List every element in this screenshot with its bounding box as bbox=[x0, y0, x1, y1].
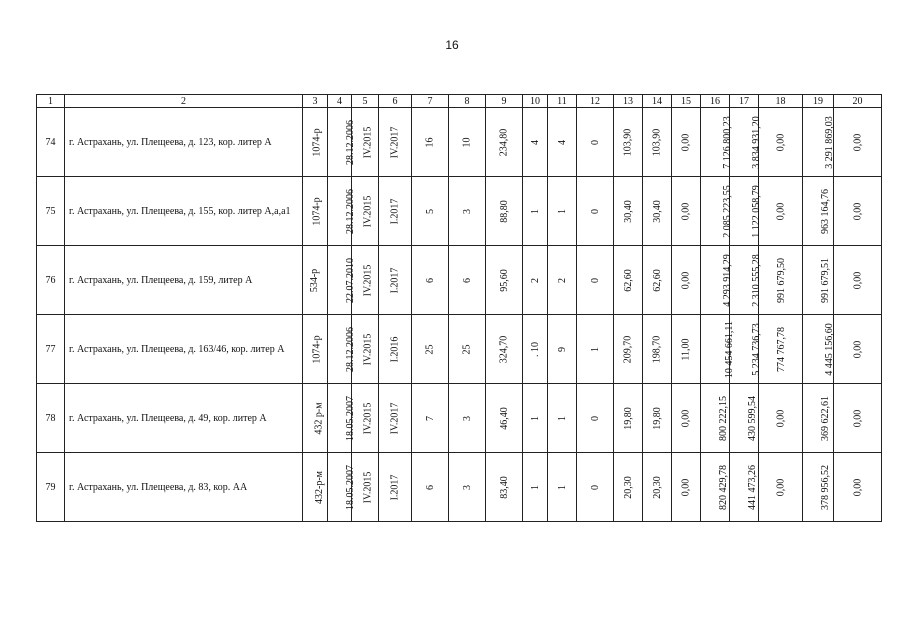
cell-value: 6 bbox=[461, 277, 473, 283]
cell-col-12 bbox=[577, 177, 614, 246]
cell-value: 3 bbox=[461, 415, 473, 421]
cell-value: 4 293 914,29 bbox=[721, 253, 733, 307]
cell-value: 9 bbox=[556, 346, 568, 352]
cell-value: 991 679,51 bbox=[820, 257, 831, 303]
cell-value: 0,00 bbox=[775, 202, 786, 220]
cell-value: 0,00 bbox=[680, 478, 692, 496]
cell-value: 46,40 bbox=[498, 406, 510, 430]
cell-value: 0,00 bbox=[680, 133, 692, 151]
cell-col-12 bbox=[577, 315, 614, 384]
cell-col-9 bbox=[486, 108, 523, 177]
row-number: 78 bbox=[37, 384, 65, 453]
cell-col-6 bbox=[379, 108, 412, 177]
cell-value: 324,70 bbox=[498, 335, 510, 363]
cell-col-15 bbox=[672, 315, 701, 384]
cell-value: 95,60 bbox=[498, 268, 510, 292]
cell-col-11 bbox=[548, 177, 577, 246]
cell-value: IV.2015 bbox=[362, 264, 374, 296]
cell-col-6 bbox=[379, 315, 412, 384]
header-cell-2: 2 bbox=[65, 95, 303, 108]
table-row bbox=[37, 384, 882, 453]
cell-col-11 bbox=[548, 384, 577, 453]
cell-col-7 bbox=[412, 384, 449, 453]
cell-value: 0 bbox=[589, 139, 601, 145]
cell-col-17 bbox=[730, 108, 762, 177]
cell-col-3 bbox=[303, 246, 328, 315]
cell-value: 198,70 bbox=[651, 335, 663, 363]
cell-col-12 bbox=[577, 246, 614, 315]
cell-col-9 bbox=[486, 246, 523, 315]
cell-value: 2 bbox=[529, 277, 541, 283]
cell-col-10 bbox=[523, 177, 548, 246]
cell-col-12 bbox=[577, 453, 614, 522]
cell-value: 7 bbox=[424, 415, 436, 421]
cell-value: 209,70 bbox=[622, 335, 634, 363]
cell-value: IV.2015 bbox=[362, 195, 374, 227]
address-cell: г. Астрахань, ул. Плещеева, д. 83, кор. АА bbox=[65, 453, 303, 522]
cell-col-4 bbox=[328, 177, 356, 246]
header-cell-14: 14 bbox=[643, 95, 672, 108]
cell-value: 0 bbox=[589, 208, 601, 214]
cell-value: 432-р-м bbox=[314, 470, 325, 504]
cell-value: 25 bbox=[424, 344, 436, 354]
cell-value: 432 р-м bbox=[313, 401, 325, 435]
cell-col-6 bbox=[379, 453, 412, 522]
cell-col-15 bbox=[672, 453, 701, 522]
header-cell-10: 10 bbox=[523, 95, 548, 108]
cell-col-11 bbox=[548, 453, 577, 522]
cell-col-18 bbox=[759, 177, 803, 246]
cell-col-19 bbox=[803, 108, 834, 177]
cell-col-19 bbox=[803, 246, 834, 315]
cell-value: 963 164,76 bbox=[820, 188, 831, 234]
cell-col-9 bbox=[486, 453, 523, 522]
cell-col-8 bbox=[449, 453, 486, 522]
cell-col-10 bbox=[523, 384, 548, 453]
cell-col-13 bbox=[614, 453, 643, 522]
cell-value: 1 122 058,79 bbox=[750, 184, 762, 238]
page-number: 16 bbox=[445, 38, 459, 52]
cell-value: 0,00 bbox=[852, 340, 863, 358]
cell-col-4 bbox=[328, 384, 356, 453]
cell-col-13 bbox=[614, 315, 643, 384]
cell-col-7 bbox=[412, 246, 449, 315]
cell-col-14 bbox=[643, 108, 672, 177]
cell-col-16 bbox=[701, 177, 733, 246]
cell-value: 30,40 bbox=[622, 199, 634, 223]
cell-col-9 bbox=[486, 177, 523, 246]
cell-value: 991 679,50 bbox=[776, 257, 787, 303]
cell-value: 88,80 bbox=[498, 199, 510, 223]
cell-value: 0 bbox=[589, 415, 601, 421]
cell-value: 3 bbox=[461, 484, 473, 490]
cell-col-8 bbox=[449, 315, 486, 384]
table-row bbox=[37, 453, 882, 522]
cell-col-16 bbox=[701, 384, 730, 453]
cell-value: 2 bbox=[556, 277, 568, 283]
cell-value: 62,60 bbox=[651, 268, 663, 292]
cell-value: 800 222,15 bbox=[718, 395, 729, 441]
cell-value: 441 473,26 bbox=[747, 464, 758, 510]
cell-value: IV.2015 bbox=[362, 471, 374, 503]
cell-col-15 bbox=[672, 384, 701, 453]
address-cell: г. Астрахань, ул. Плещеева, д. 123, кор. литер А bbox=[65, 108, 303, 177]
cell-col-10 bbox=[523, 315, 548, 384]
cell-value: 6 bbox=[424, 484, 436, 490]
table-row bbox=[37, 108, 882, 177]
cell-value: 1074-р bbox=[311, 196, 323, 226]
cell-value: 1 bbox=[529, 484, 541, 490]
cell-value: I.2017 bbox=[389, 474, 401, 500]
cell-value: 10 454 661,11 bbox=[724, 320, 736, 378]
cell-value: I.2017 bbox=[389, 267, 401, 293]
cell-value: 0,00 bbox=[852, 478, 863, 496]
cell-value: . 10 bbox=[529, 341, 541, 357]
header-cell-15: 15 bbox=[672, 95, 701, 108]
cell-value: 4 bbox=[529, 139, 541, 145]
address-cell: г. Астрахань, ул. Плещеева, д. 155, кор. литер А,а,а1 bbox=[65, 177, 303, 246]
cell-col-8 bbox=[449, 177, 486, 246]
cell-value: 62,60 bbox=[622, 268, 634, 292]
cell-value: 18.05.2007 bbox=[345, 395, 356, 441]
cell-col-14 bbox=[643, 315, 672, 384]
cell-value: 534-р bbox=[309, 268, 321, 292]
cell-col-15 bbox=[672, 177, 701, 246]
cell-col-4 bbox=[328, 453, 356, 522]
cell-value: 0,00 bbox=[680, 271, 692, 289]
address-cell: г. Астрахань, ул. Плещеева, д. 49, кор. литер А bbox=[65, 384, 303, 453]
cell-value: 19,80 bbox=[622, 406, 634, 430]
cell-col-19 bbox=[803, 453, 834, 522]
cell-value: 4 bbox=[556, 139, 568, 145]
cell-value: 10 bbox=[461, 137, 473, 147]
cell-value: 18.05.2007 bbox=[345, 464, 356, 510]
cell-value: 1074-р bbox=[311, 127, 323, 157]
cell-col-15 bbox=[672, 246, 701, 315]
cell-value: 6 bbox=[424, 277, 436, 283]
cell-col-14 bbox=[643, 177, 672, 246]
cell-col-14 bbox=[643, 246, 672, 315]
cell-col-20 bbox=[834, 246, 882, 315]
cell-col-8 bbox=[449, 108, 486, 177]
cell-col-13 bbox=[614, 384, 643, 453]
cell-col-3 bbox=[303, 315, 328, 384]
cell-col-17 bbox=[730, 177, 762, 246]
header-cell-7: 7 bbox=[412, 95, 449, 108]
cell-col-16 bbox=[701, 246, 733, 315]
cell-col-14 bbox=[643, 453, 672, 522]
cell-value: 19,80 bbox=[651, 406, 663, 430]
cell-col-4 bbox=[328, 246, 356, 315]
cell-col-7 bbox=[412, 108, 449, 177]
cell-value: IV.2017 bbox=[389, 126, 401, 158]
cell-value: 820 429,78 bbox=[718, 464, 729, 510]
header-cell-17: 17 bbox=[730, 95, 759, 108]
cell-col-9 bbox=[486, 384, 523, 453]
row-number: 75 bbox=[37, 177, 65, 246]
header-cell-6: 6 bbox=[379, 95, 412, 108]
cell-col-20 bbox=[834, 315, 882, 384]
cell-col-19 bbox=[803, 177, 834, 246]
cell-value: 1 bbox=[529, 208, 541, 214]
cell-value: 1 bbox=[529, 415, 541, 421]
cell-value: 3 834 931,20 bbox=[750, 115, 762, 169]
cell-col-13 bbox=[614, 246, 643, 315]
cell-value: 103,90 bbox=[622, 128, 634, 156]
cell-col-17 bbox=[730, 246, 762, 315]
cell-value: 5 bbox=[424, 208, 436, 214]
header-row bbox=[37, 95, 882, 108]
cell-value: 3 bbox=[461, 208, 473, 214]
cell-value: 30,40 bbox=[651, 199, 663, 223]
table-row bbox=[37, 315, 882, 384]
cell-col-3 bbox=[303, 108, 328, 177]
cell-value: 7 126 800,23 bbox=[721, 115, 733, 169]
cell-col-18 bbox=[759, 315, 803, 384]
cell-value: 4 445 156,60 bbox=[823, 322, 835, 376]
cell-value: 0 bbox=[589, 277, 601, 283]
row-number: 77 bbox=[37, 315, 65, 384]
address-cell: г. Астрахань, ул. Плещеева, д. 159, литер А bbox=[65, 246, 303, 315]
header-cell-13: 13 bbox=[614, 95, 643, 108]
cell-col-11 bbox=[548, 315, 577, 384]
cell-value: 11,00 bbox=[680, 337, 692, 361]
cell-col-7 bbox=[412, 315, 449, 384]
cell-value: IV.2015 bbox=[362, 126, 374, 158]
cell-col-6 bbox=[379, 246, 412, 315]
cell-value: 1 bbox=[556, 208, 568, 214]
cell-value: 16 bbox=[424, 137, 436, 147]
cell-value: 3 291 869,03 bbox=[823, 115, 835, 169]
address-cell: г. Астрахань, ул. Плещеева, д. 163/46, кор. литер А bbox=[65, 315, 303, 384]
table-row bbox=[37, 177, 882, 246]
cell-value: 2 085 223,55 bbox=[721, 184, 733, 238]
header-cell-18: 18 bbox=[759, 95, 803, 108]
cell-value: 0,00 bbox=[852, 202, 863, 220]
header-cell-16: 16 bbox=[701, 95, 730, 108]
header-cell-5: 5 bbox=[352, 95, 379, 108]
header-cell-1: 1 bbox=[37, 95, 65, 108]
cell-col-7 bbox=[412, 453, 449, 522]
cell-col-11 bbox=[548, 246, 577, 315]
cell-value: 0,00 bbox=[852, 409, 863, 427]
cell-col-15 bbox=[672, 108, 701, 177]
cell-value: 22.07.2010 bbox=[345, 257, 356, 303]
cell-col-7 bbox=[412, 177, 449, 246]
cell-col-8 bbox=[449, 384, 486, 453]
cell-col-19 bbox=[803, 315, 834, 384]
cell-value: 1 bbox=[556, 484, 568, 490]
cell-value: 0,00 bbox=[680, 409, 692, 427]
cell-col-4 bbox=[328, 315, 356, 384]
cell-col-20 bbox=[834, 108, 882, 177]
cell-col-16 bbox=[701, 453, 730, 522]
header-cell-12: 12 bbox=[577, 95, 614, 108]
cell-col-11 bbox=[548, 108, 577, 177]
cell-col-17 bbox=[730, 384, 759, 453]
cell-value: 1 bbox=[589, 346, 601, 352]
cell-value: 0 bbox=[589, 484, 601, 490]
cell-value: 0,00 bbox=[775, 409, 786, 427]
register-table bbox=[36, 94, 882, 522]
cell-value: I.2016 bbox=[389, 336, 401, 362]
cell-value: 0,00 bbox=[775, 133, 786, 151]
header-cell-11: 11 bbox=[548, 95, 577, 108]
cell-value: 20,30 bbox=[651, 475, 663, 499]
cell-value: I.2017 bbox=[389, 198, 401, 224]
row-number: 76 bbox=[37, 246, 65, 315]
cell-col-3 bbox=[303, 384, 328, 453]
header-cell-4: 4 bbox=[328, 95, 352, 108]
header-cell-9: 9 bbox=[486, 95, 523, 108]
cell-value: 1074-р bbox=[311, 334, 323, 364]
cell-value: IV.2015 bbox=[362, 402, 374, 434]
cell-value: 234,80 bbox=[498, 128, 510, 156]
cell-col-9 bbox=[486, 315, 523, 384]
cell-value: 774 767,78 bbox=[776, 326, 787, 372]
cell-col-14 bbox=[643, 384, 672, 453]
cell-col-18 bbox=[759, 246, 803, 315]
cell-value: 103,90 bbox=[651, 128, 663, 156]
cell-col-20 bbox=[834, 177, 882, 246]
cell-col-6 bbox=[379, 177, 412, 246]
cell-value: 5 234 736,73 bbox=[750, 322, 762, 376]
cell-value: 0,00 bbox=[852, 133, 863, 151]
cell-value: 369 622,61 bbox=[820, 395, 831, 441]
table-row bbox=[37, 246, 882, 315]
cell-value: 0,00 bbox=[852, 271, 863, 289]
row-number: 79 bbox=[37, 453, 65, 522]
header-cell-8: 8 bbox=[449, 95, 486, 108]
header-cell-19: 19 bbox=[803, 95, 834, 108]
cell-col-4 bbox=[328, 108, 356, 177]
cell-col-13 bbox=[614, 177, 643, 246]
cell-col-12 bbox=[577, 384, 614, 453]
cell-value: 430 599,54 bbox=[747, 395, 758, 441]
cell-col-3 bbox=[303, 177, 328, 246]
cell-value: 28.12.2006 bbox=[345, 326, 356, 372]
cell-col-18 bbox=[759, 453, 803, 522]
cell-value: 0,00 bbox=[775, 478, 786, 496]
cell-col-8 bbox=[449, 246, 486, 315]
cell-col-19 bbox=[803, 384, 834, 453]
cell-col-18 bbox=[759, 384, 803, 453]
cell-col-20 bbox=[834, 384, 882, 453]
cell-value: IV.2017 bbox=[389, 402, 401, 434]
cell-col-3 bbox=[303, 453, 328, 522]
cell-value: 0,00 bbox=[680, 202, 692, 220]
cell-col-20 bbox=[834, 453, 882, 522]
cell-value: 378 956,52 bbox=[820, 464, 831, 510]
cell-col-16 bbox=[701, 108, 733, 177]
header-cell-20: 20 bbox=[834, 95, 882, 108]
cell-col-17 bbox=[730, 453, 759, 522]
cell-value: 25 bbox=[461, 344, 473, 354]
cell-col-10 bbox=[523, 246, 548, 315]
cell-value: 1 bbox=[556, 415, 568, 421]
cell-col-13 bbox=[614, 108, 643, 177]
row-number: 74 bbox=[37, 108, 65, 177]
cell-col-10 bbox=[523, 108, 548, 177]
cell-col-10 bbox=[523, 453, 548, 522]
cell-value: 83,40 bbox=[498, 475, 510, 499]
cell-col-16 bbox=[701, 315, 736, 384]
cell-value: 20,30 bbox=[622, 475, 634, 499]
cell-value: 2 310 555,28 bbox=[750, 253, 762, 307]
cell-value: 28.12.2006 bbox=[345, 188, 356, 234]
cell-col-12 bbox=[577, 108, 614, 177]
cell-value: 28.12.2006 bbox=[345, 119, 356, 165]
header-cell-3: 3 bbox=[303, 95, 328, 108]
cell-col-18 bbox=[759, 108, 803, 177]
cell-value: IV.2015 bbox=[362, 333, 374, 365]
cell-col-6 bbox=[379, 384, 412, 453]
